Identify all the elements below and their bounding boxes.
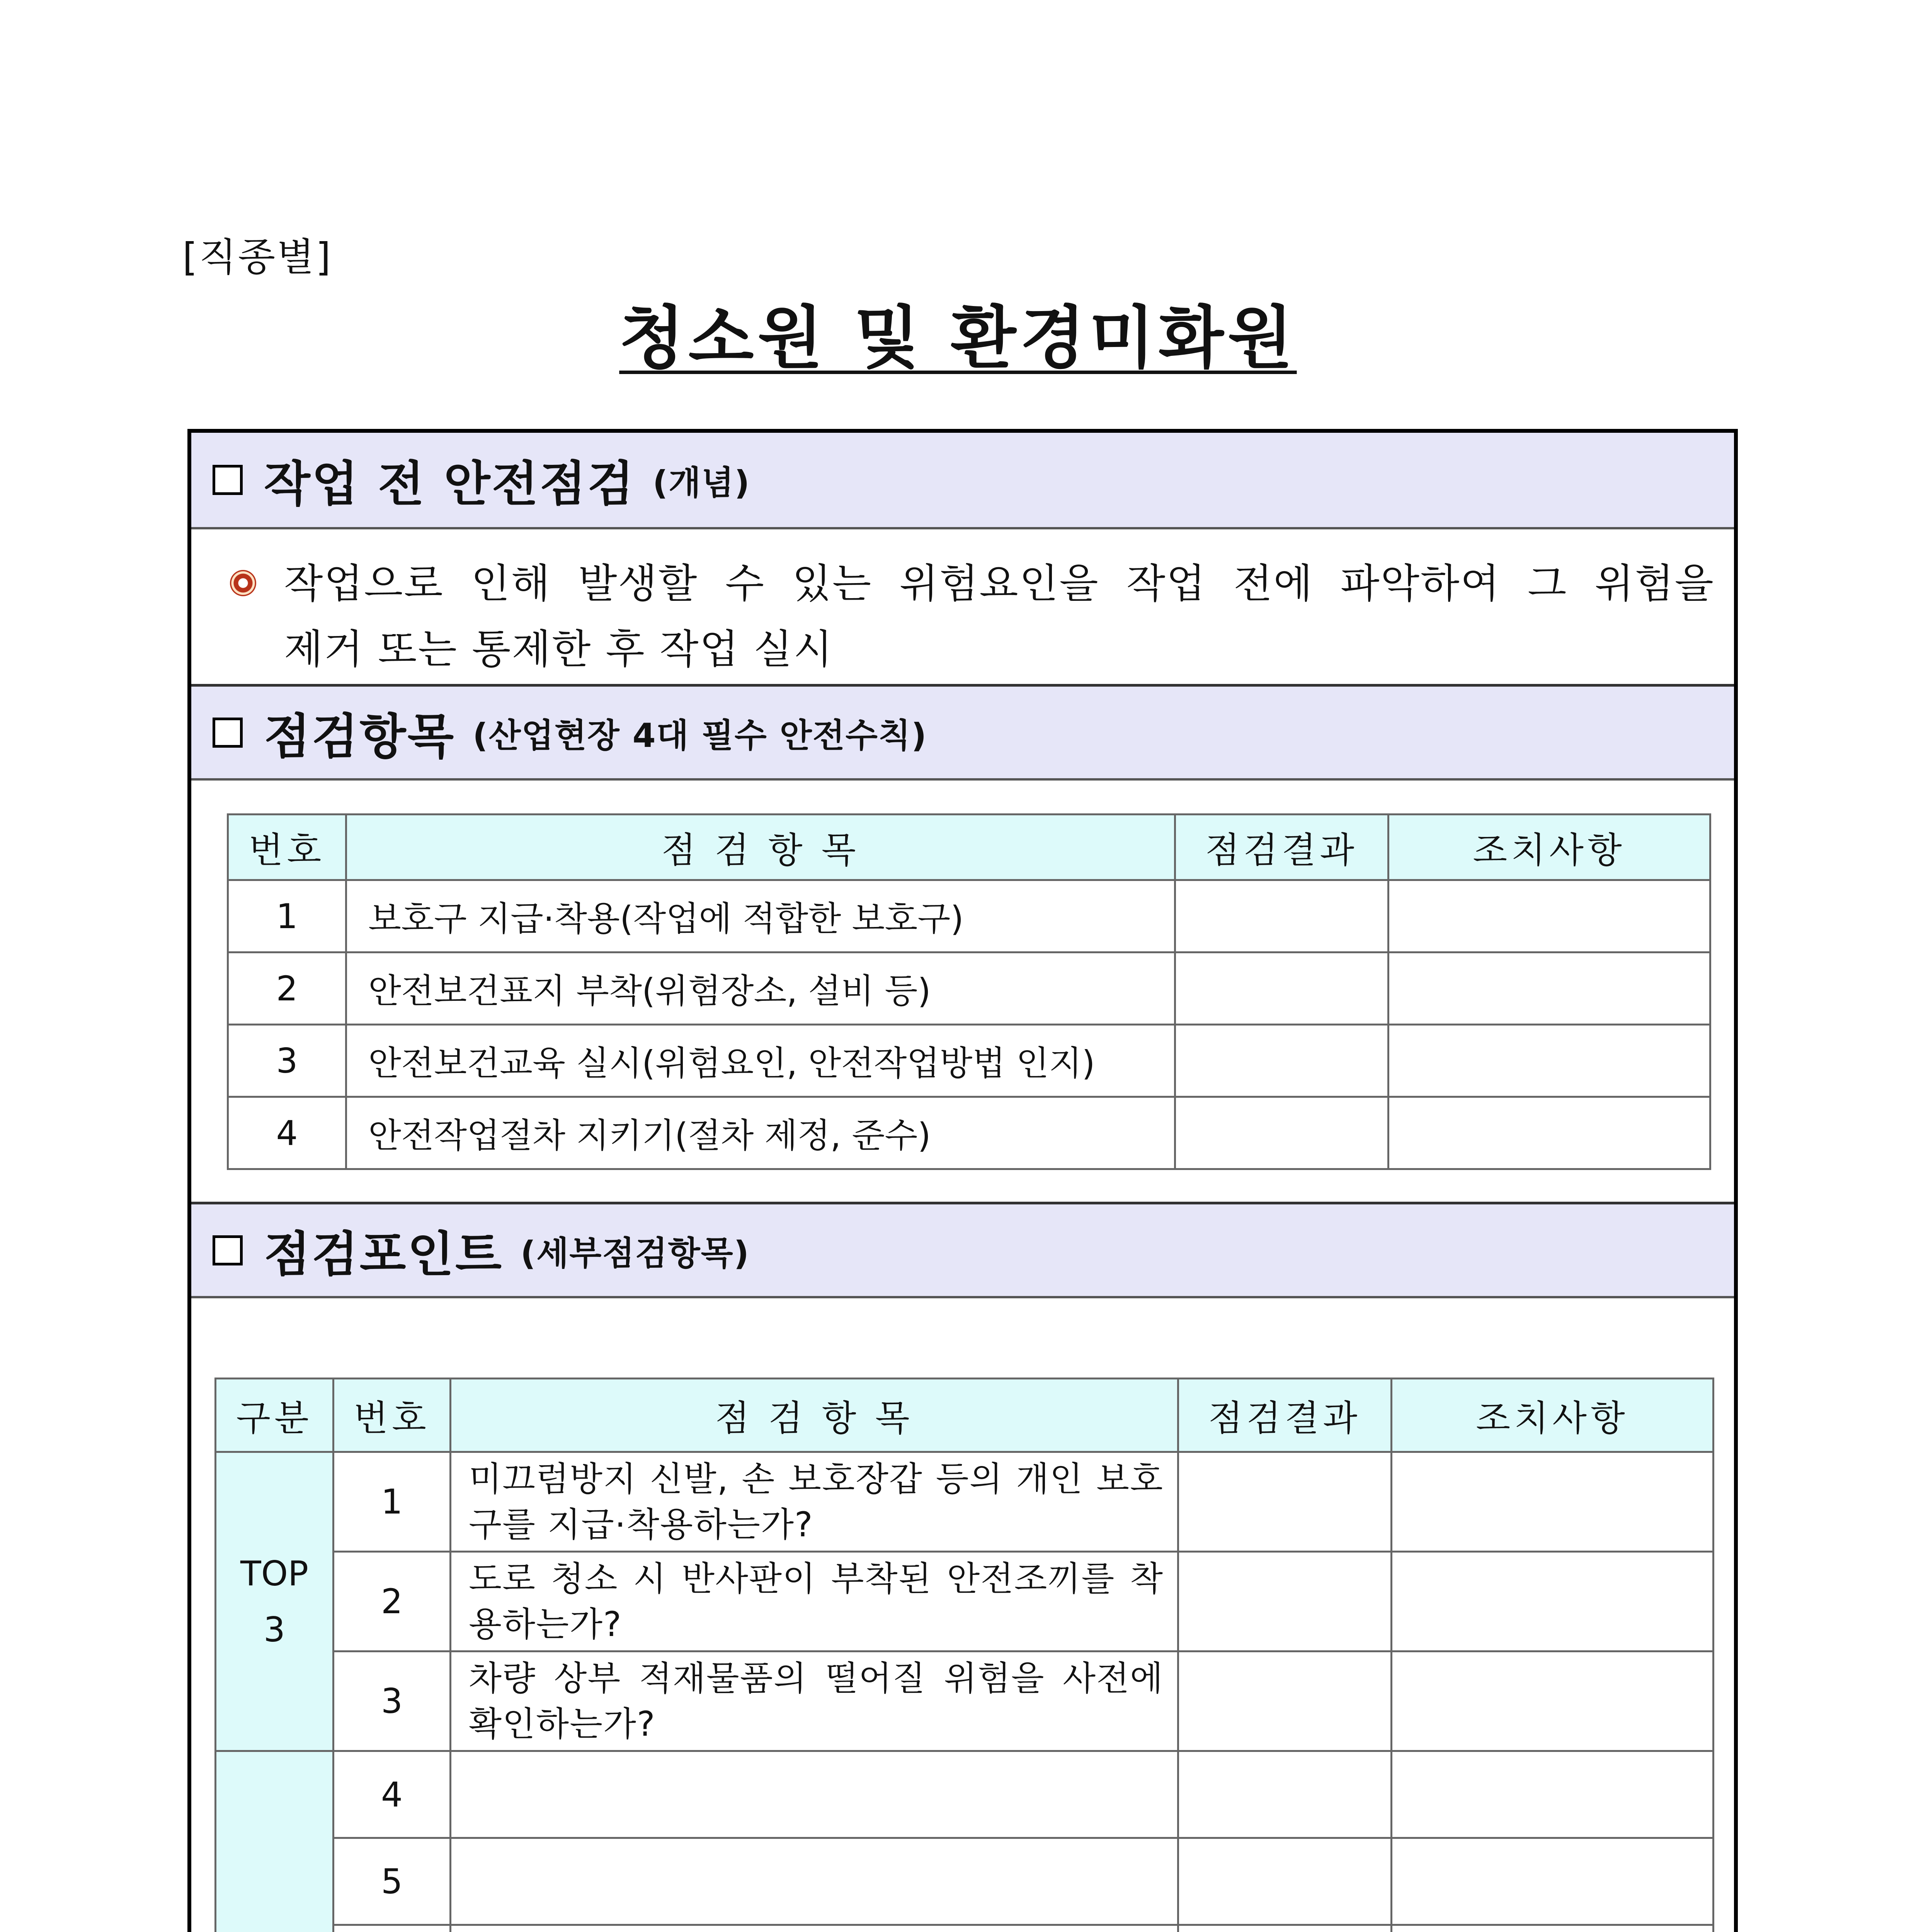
table-header-row [216, 1379, 1714, 1452]
action-cell[interactable] [1389, 880, 1710, 952]
row-number: 3 [334, 1651, 451, 1751]
row-item: 안전작업절차 지키기(절차 제정, 준수) [346, 1097, 1175, 1169]
header-number: 번호 [334, 1379, 451, 1452]
row-item: 차량 상부 적재물품의 떨어질 위험을 사전에 확인하는가? [451, 1651, 1178, 1751]
row-item: 미끄럼방지 신발, 손 보호장갑 등의 개인 보호구를 지급·착용하는가? [451, 1452, 1178, 1552]
detail-checklist-table [214, 1378, 1714, 1932]
self-label-line1 [216, 1928, 332, 1932]
table-row [228, 1025, 1710, 1097]
checkbox-icon [213, 1235, 243, 1265]
table-header-row [228, 815, 1710, 880]
result-cell[interactable] [1178, 1751, 1392, 1838]
table-row [228, 880, 1710, 952]
section-concept-title: 작업 전 안전점검 [264, 456, 635, 512]
table-row [228, 1097, 1710, 1169]
concept-body [191, 531, 1734, 682]
action-cell[interactable] [1392, 1751, 1714, 1838]
row-number: 3 [228, 1025, 346, 1097]
table-row [216, 1751, 1714, 1838]
result-cell[interactable] [1175, 880, 1389, 952]
result-cell[interactable] [1175, 1025, 1389, 1097]
result-cell[interactable] [1178, 1651, 1392, 1751]
row-item: 안전보건교육 실시(위험요인, 안전작업방법 인지) [346, 1025, 1175, 1097]
item-cell[interactable] [451, 1751, 1178, 1838]
row-number: 5 [334, 1838, 451, 1925]
section-items-title: 점검항목 [264, 709, 456, 765]
table-row [216, 1452, 1714, 1552]
document-title: 청소원 및 환경미화원 [619, 299, 1297, 378]
result-cell[interactable] [1178, 1452, 1392, 1552]
action-cell[interactable] [1389, 1097, 1710, 1169]
result-cell[interactable] [1178, 1552, 1392, 1651]
category-label: [직종별] [182, 235, 332, 280]
result-cell[interactable] [1175, 1097, 1389, 1169]
document-title-wrap [0, 284, 1916, 381]
bullet-icon [230, 570, 256, 596]
action-cell[interactable] [1392, 1925, 1714, 1932]
item-cell[interactable] [451, 1838, 1178, 1925]
header-action: 조치사항 [1392, 1379, 1714, 1452]
action-cell[interactable] [1392, 1452, 1714, 1552]
row-item: 보호구 지급·착용(작업에 적합한 보호구) [346, 880, 1175, 952]
row-item: 도로 청소 시 반사판이 부착된 안전조끼를 착용하는가? [451, 1552, 1178, 1651]
header-result: 점검결과 [1175, 815, 1389, 880]
checklist-frame [187, 429, 1738, 1932]
table-row [216, 1838, 1714, 1925]
self-select-category [216, 1751, 334, 1932]
concept-text-line2: 제거 또는 통제한 후 작업 실시 [284, 626, 834, 673]
row-number: 1 [334, 1452, 451, 1552]
top3-label-line2: 3 [264, 1609, 285, 1650]
section-points-subtitle: (세부점검항목) [520, 1234, 750, 1273]
action-cell[interactable] [1389, 952, 1710, 1025]
header-result: 점검결과 [1178, 1379, 1392, 1452]
result-cell[interactable] [1178, 1838, 1392, 1925]
row-number: 1 [228, 880, 346, 952]
row-item: 안전보건표지 부착(위험장소, 설비 등) [346, 952, 1175, 1025]
action-cell[interactable] [1389, 1025, 1710, 1097]
row-number: 4 [228, 1097, 346, 1169]
top3-label-line1: TOP [240, 1553, 309, 1594]
row-number: 2 [334, 1552, 451, 1651]
checkbox-icon [213, 465, 243, 495]
section-concept-subtitle: (개념) [652, 464, 750, 502]
header-number: 번호 [228, 815, 346, 880]
table-row [228, 952, 1710, 1025]
header-category: 구분 [216, 1379, 334, 1452]
section-items-subtitle: (산업현장 4대 필수 안전수칙) [473, 716, 927, 755]
concept-text-line1: 작업으로 인해 발생할 수 있는 위험요인을 작업 전에 파악하여 그 위험을 [284, 560, 1715, 607]
row-number: 4 [334, 1751, 451, 1838]
checkbox-icon [213, 718, 243, 748]
cloud-callout-icon [512, 1926, 1337, 1932]
header-action: 조치사항 [1389, 815, 1710, 880]
table-row [216, 1651, 1714, 1751]
table-row [216, 1552, 1714, 1651]
section-concept-header [191, 433, 1734, 529]
action-cell[interactable] [1392, 1838, 1714, 1925]
section-points-header [191, 1202, 1734, 1298]
section-items-header [191, 684, 1734, 781]
header-item: 점 검 항 목 [346, 815, 1175, 880]
basic-checklist-table [227, 813, 1711, 1170]
action-cell[interactable] [1392, 1651, 1714, 1751]
header-item: 점 검 항 목 [451, 1379, 1178, 1452]
result-cell[interactable] [1175, 952, 1389, 1025]
section-points-title: 점검포인트 [264, 1226, 503, 1282]
action-cell[interactable] [1392, 1552, 1714, 1651]
top3-category [216, 1452, 334, 1751]
row-number: 2 [228, 952, 346, 1025]
row-number [334, 1925, 451, 1932]
